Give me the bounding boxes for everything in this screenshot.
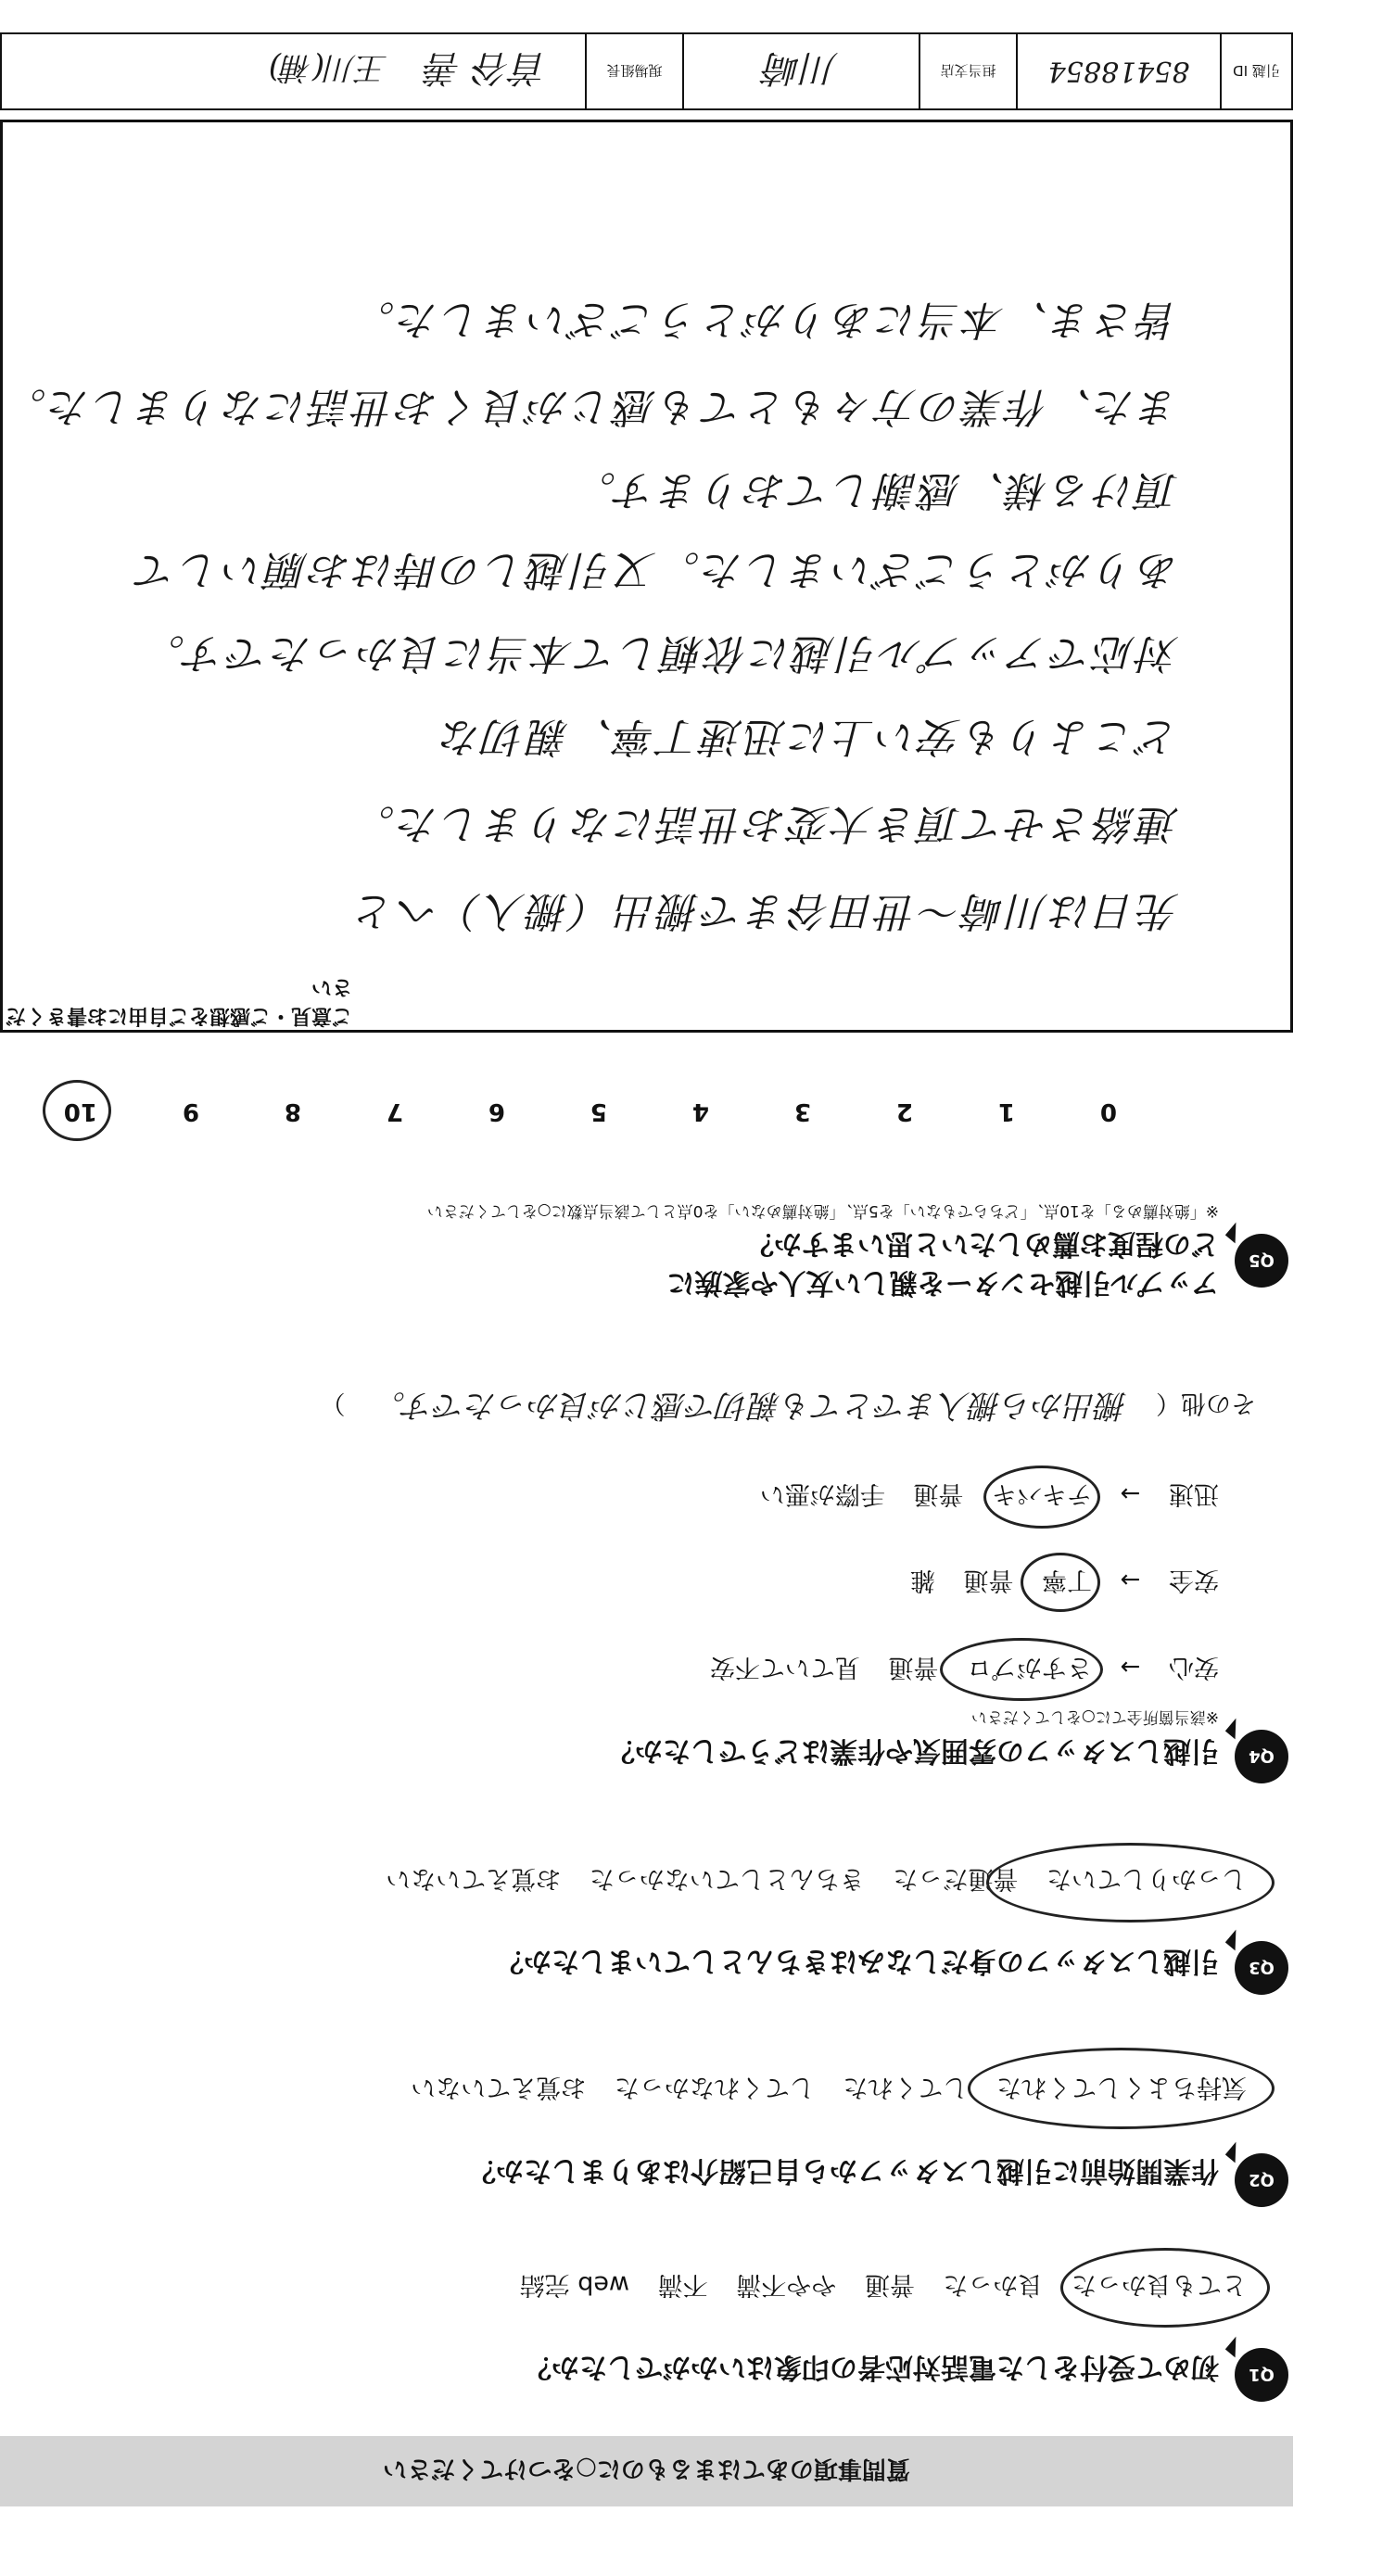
selected-score-circle (43, 1080, 111, 1141)
q4-option[interactable]: 見ていて不安 (709, 1653, 860, 1681)
q3-option[interactable]: きちんとしていなかった (589, 1864, 865, 1893)
q2-badge: Q2 (1235, 2153, 1288, 2207)
scale-3[interactable]: 3 (793, 1098, 811, 1125)
q1-option[interactable]: やや不満 (736, 2270, 837, 2299)
q2-option[interactable]: 気持ちよくしてくれた (996, 2073, 1247, 2101)
q4-option[interactable]: 普通 (888, 1653, 939, 1681)
leader-value: 首谷 善 王川(補) (2, 34, 587, 108)
instruction-banner: 質問事項のあてはまるものに○をつけてください (0, 2436, 1293, 2506)
q1-option[interactable]: 普通 (864, 2270, 915, 2299)
q4-row-label: 安全 (1169, 1566, 1219, 1594)
arrow-icon: → (1120, 1653, 1141, 1681)
id-label: 引越 ID (1233, 62, 1280, 80)
q4-other-value[interactable]: 搬出から搬入までとても親切で感じが良かったです。 (374, 1387, 1128, 1424)
q3-badge: Q3 (1235, 1941, 1288, 1995)
q5-text-line2: どの程度お薦めしたいと思いますか？ (746, 1227, 1219, 1260)
comment-line: 皆さま、本当にありがとうございました。 (351, 296, 1179, 343)
scale-9[interactable]: 9 (182, 1098, 199, 1125)
q1-option[interactable]: とても良かった (1072, 2270, 1247, 2299)
scale-8[interactable]: 8 (284, 1098, 301, 1125)
comment-line: 先日は川崎～世田谷まで搬出（搬入）へと (351, 887, 1179, 934)
q2-option[interactable]: お覚えていない (411, 2073, 587, 2101)
q4-option[interactable]: 雑 (909, 1566, 935, 1594)
comment-line: どこよりも安い上に迅速丁寧、親切な (438, 713, 1179, 760)
comment-line: 頂ける様、感謝しております。 (572, 466, 1179, 514)
q4-row-speed (740, 1478, 1219, 1515)
selected-option-circle (1060, 2248, 1270, 2328)
q4-option[interactable]: さすがプロ (967, 1653, 1093, 1681)
selected-option-circle (1021, 1553, 1100, 1612)
scale-4[interactable]: 4 (691, 1098, 709, 1125)
q4-badge: Q4 (1235, 1730, 1288, 1783)
selected-option-circle (983, 1466, 1100, 1529)
leader-label: 現場組長 (587, 34, 684, 108)
comment-line: ありがとうございました。又引越しの時はお願いして (133, 546, 1179, 593)
scale-6[interactable]: 6 (488, 1098, 505, 1125)
q3-option[interactable]: しっかりしていた (1046, 1864, 1247, 1893)
q4-other (300, 1386, 1256, 1431)
selected-option-circle (940, 1638, 1103, 1701)
q2-text: 作業開始前に引越しスタッフから自己紹介はありましたか？ (468, 2154, 1219, 2187)
comment-line: 連絡させて頂き大変お世話になりました。 (351, 800, 1179, 847)
q5-badge: Q5 (1235, 1234, 1288, 1288)
q3-option[interactable]: お覚えていない (386, 1864, 562, 1893)
q1-text: 初めて受付をした電話対応者の印象はいかがでしたか？ (524, 2351, 1219, 2383)
q5-text-line1: アップル引越センターを親しい友人や家族に (666, 1266, 1219, 1299)
q4-option[interactable]: テキパキ (992, 1479, 1093, 1508)
comment-box (0, 120, 1293, 1033)
selected-option-circle (968, 2048, 1275, 2129)
header-table (0, 32, 1293, 110)
selected-option-circle (986, 1843, 1275, 1922)
scale-7[interactable]: 7 (386, 1098, 403, 1125)
scale-10[interactable]: 10 (63, 1098, 97, 1125)
q4-note: ※該当箇所全てに○をしてください (970, 1707, 1219, 1726)
q5-note: ※「絶対薦める」を10点、「どちらでもない」を5点、「絶対薦めない」を0点として該当点数に○をしてください (426, 1201, 1219, 1220)
scale-0[interactable]: 0 (1099, 1098, 1117, 1125)
q2-option[interactable]: してくれなかった (614, 2073, 815, 2101)
q4-other-label: その他（ (1156, 1389, 1256, 1417)
branch-label: 担当支店 (920, 34, 1018, 108)
q4-row-label: 安心 (1169, 1653, 1219, 1681)
q3-option[interactable]: 普通だった (893, 1864, 1019, 1893)
comment-line: 対応でアップル引越に依頼して本当に良かったです。 (141, 629, 1179, 677)
q4-option[interactable]: 手際が悪い (759, 1479, 885, 1508)
q4-row-label: 迅速 (1169, 1479, 1219, 1508)
q1-option[interactable]: web 完結 (519, 2270, 630, 2299)
q4-option[interactable]: 丁寧 (1042, 1566, 1093, 1594)
q4-text: 引越しスタッフの雰囲気や作業はどうでしたか？ (607, 1734, 1219, 1767)
q4-option[interactable]: 普通 (963, 1566, 1014, 1594)
scale-1[interactable]: 1 (997, 1098, 1015, 1125)
q4-option[interactable]: 普通 (913, 1479, 964, 1508)
q2-option[interactable]: してくれた (843, 2073, 969, 2101)
q4-other-close: ） (320, 1389, 346, 1417)
comment-line: また、作業の方々もとても感じが良くお世話になりました。 (3, 383, 1179, 430)
scale-2[interactable]: 2 (895, 1098, 913, 1125)
q1-option[interactable]: 良かった (943, 2270, 1044, 2299)
arrow-icon: → (1120, 1479, 1141, 1507)
scale-5[interactable]: 5 (590, 1098, 607, 1125)
q3-text: 引越しスタッフの身だしなみはきちんとしていましたか？ (496, 1945, 1219, 1977)
id-value: 85418854 (1018, 34, 1222, 108)
q1-option[interactable]: 不満 (657, 2270, 708, 2299)
q1-badge: Q1 (1235, 2348, 1288, 2402)
comment-title: ご意見・ご感想をご自由にお書きください (5, 975, 352, 1027)
arrow-icon: → (1120, 1566, 1141, 1593)
branch-value: 川崎 (684, 34, 920, 108)
